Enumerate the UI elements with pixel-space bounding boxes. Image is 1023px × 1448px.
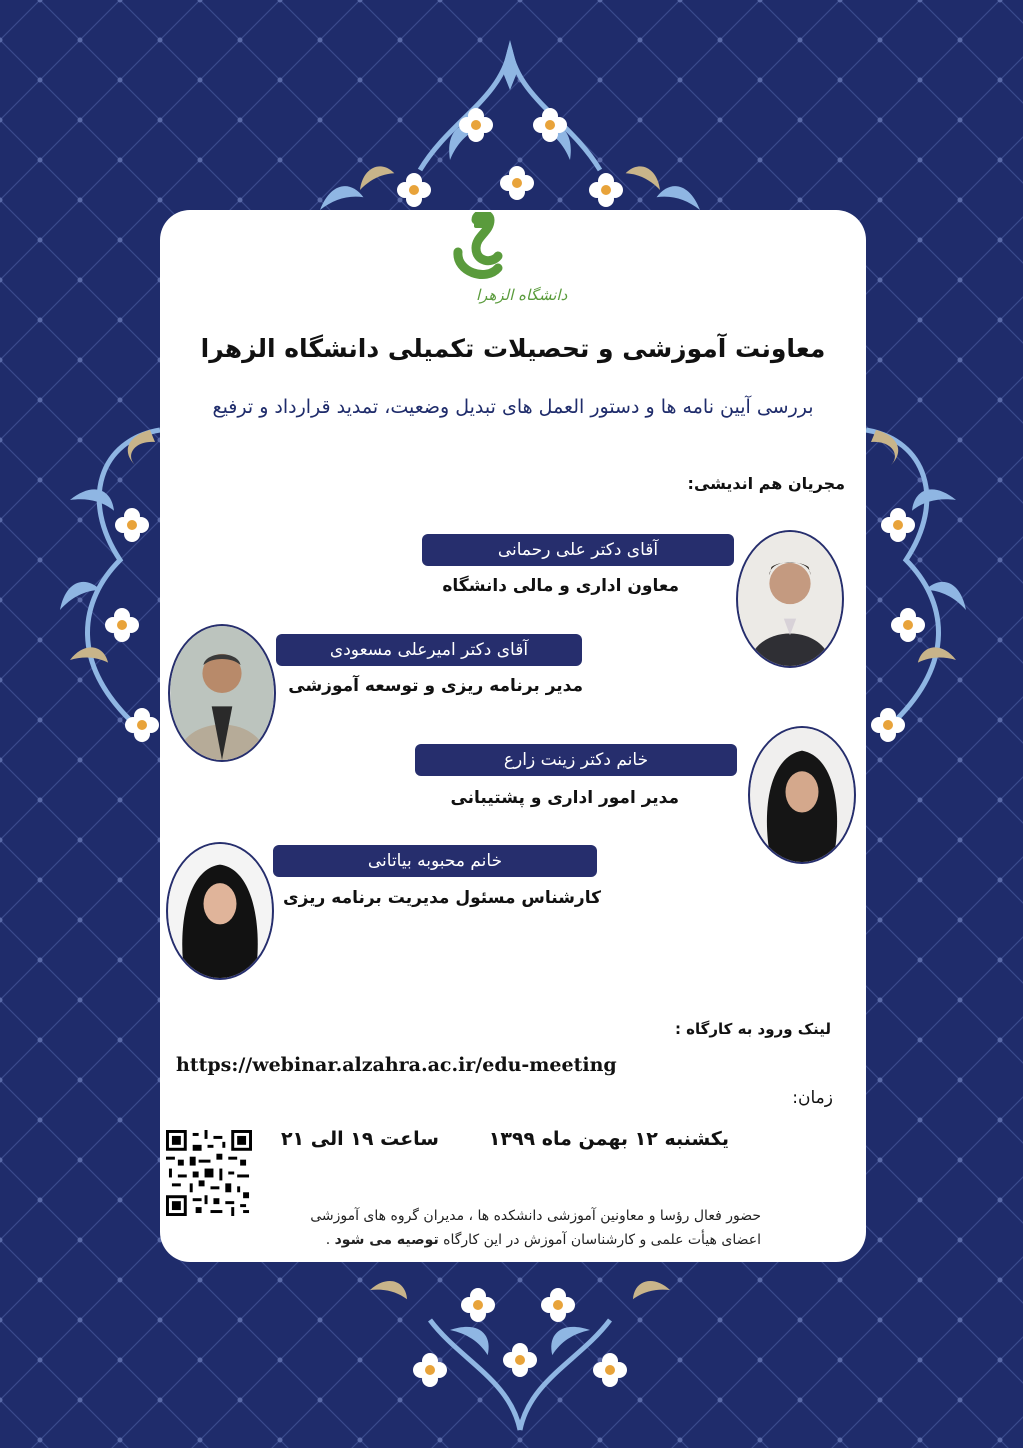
note-line-2-text: اعضای هیأت علمی و کارشناسان آموزش در این کارگاه: [443, 1232, 761, 1248]
speaker-photo-1: [736, 530, 844, 668]
right-floral-ornament: [856, 420, 986, 760]
speaker-role-1: معاون اداری و مالی دانشگاه: [442, 576, 679, 596]
page-subtitle: بررسی آیین نامه ها و دستور العمل های تبدیل وضعیت، تمدید قرارداد و ترفیع: [212, 396, 814, 418]
speaker-photo-3: [748, 726, 856, 864]
event-date: یکشنبه ۱۲ بهمن ماه ۱۳۹۹: [488, 1128, 729, 1150]
speaker-role-3: مدیر امور اداری و پشتیبانی: [450, 788, 679, 808]
link-label: لینک ورود به کارگاه :: [674, 1020, 831, 1038]
speaker-role-4: کارشناس مسئول مدیریت برنامه ریزی: [283, 888, 601, 908]
speaker-name-4: خانم محبوبه بیاتانی: [273, 845, 597, 877]
speaker-name-1: آقای دکتر علی رحمانی: [422, 534, 734, 566]
qr-code[interactable]: [166, 1130, 252, 1216]
attendance-note: [281, 1204, 761, 1252]
presenters-label: مجریان هم اندیشی:: [687, 474, 845, 493]
webinar-link[interactable]: https://webinar.alzahra.ac.ir/edu-meeting: [176, 1054, 617, 1076]
note-recommended: توصیه می شود: [334, 1232, 439, 1248]
note-line-2: [281, 1228, 761, 1252]
bottom-floral-ornament: [330, 1260, 710, 1435]
speaker-photo-2: [168, 624, 276, 762]
speaker-photo-4: [166, 842, 274, 980]
speaker-role-2: مدیر برنامه ریزی و توسعه آموزشی: [288, 676, 583, 696]
page-title: معاونت آموزشی و تحصیلات تکمیلی دانشگاه الزهرا: [200, 334, 826, 363]
event-hours: ساعت ۱۹ الی ۲۱: [280, 1128, 439, 1150]
speaker-name-2: آقای دکتر امیرعلی مسعودی: [276, 634, 582, 666]
note-line-2-end: .: [325, 1232, 335, 1248]
content-card: [160, 210, 866, 1262]
logo-text: دانشگاه الزهرا: [476, 286, 568, 304]
top-floral-ornament: [300, 40, 720, 230]
speaker-name-3: خانم دکتر زینت زارع: [415, 744, 737, 776]
left-floral-ornament: [40, 420, 170, 760]
note-line-1: حضور فعال رؤسا و معاونین آموزشی دانشکده ها ، مدیران گروه های آموزشی: [310, 1208, 761, 1224]
time-label: زمان:: [792, 1088, 833, 1108]
